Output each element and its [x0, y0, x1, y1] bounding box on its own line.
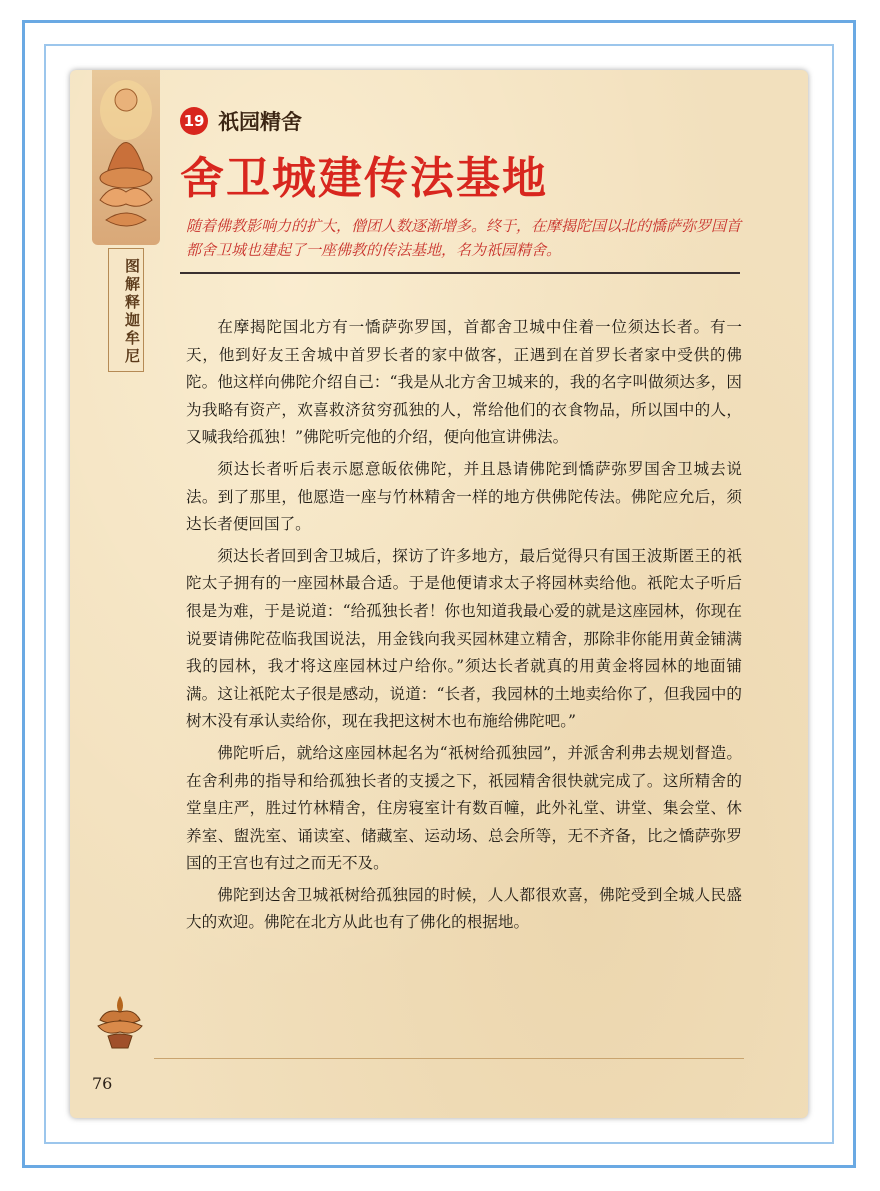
intro-text: 随着佛教影响力的扩大，僧团人数逐渐增多。终于，在摩揭陀国以北的憍萨弥罗国首都舍卫城也建起了一座佛教的传法基地，名为祇园精舍。: [186, 217, 742, 259]
chapter-number-badge: 19: [180, 107, 208, 135]
sidebar: [92, 70, 160, 366]
chapter-name: 祇园精舍: [218, 110, 302, 134]
page-title: 舍卫城建传法基地: [180, 153, 548, 204]
paragraph: 须达长者回到舍卫城后，探访了许多地方，最后觉得只有国王波斯匿王的祇陀太子拥有的一座园林最合适。于是他便请求太子将园林卖给他。祇陀太子听后很是为难，于是说道：“给孤独长者！你也知道我最心爱的就是这座园林，你现在说要请佛陀莅临我国说法，用金钱向我买园林建立精舍，那除非你能用黄金铺满我的园林，我才将这座园林过户给你。”须达长者就真的用黄金将园林的地面铺满。这让祇陀太子很是感动，说道：“长者，我园林的土地卖给你了，但我园中的树木没有承认卖给你，现在我把这树木也布施给佛陀吧。”: [186, 546, 742, 731]
vertical-book-title: 图解释迦牟尼: [108, 248, 144, 372]
page-number: 76: [92, 1074, 113, 1093]
paragraph: 佛陀听后，就给这座园林起名为“祇树给孤独园”，并派舍利弗去规划督造。在舍利弗的指导和给孤独长者的支援之下，祇园精舍很快就完成了。这所精舍的堂皇庄严，胜过竹林精舍，住房寝室计有数百幢，此外礼堂、讲堂、集会堂、休养室、盥洗室、诵读室、储藏室、运动场、总会所等，无不齐备，比之憍萨弥罗国的王宫也有过之而无不及。: [186, 743, 742, 873]
body-text: [186, 314, 742, 941]
lotus-ornament-icon: [90, 992, 150, 1052]
paragraph: 须达长者听后表示愿意皈依佛陀，并且恳请佛陀到憍萨弥罗国舍卫城去说法。到了那里，他愿造一座与竹林精舍一样的地方供佛陀传法。佛陀应允后，须达长者便回国了。: [186, 459, 742, 534]
paragraph: 在摩揭陀国北方有一憍萨弥罗国，首都舍卫城中住着一位须达长者。有一天，他到好友王舍城中首罗长者的家中做客，正遇到在首罗长者家中受供的佛陀。他这样向佛陀介绍自己：“我是从北方舍卫城来的，我的名字叫做须达多，因为我略有资产，欢喜救济贫穷孤独的人，常给他们的衣食物品，所以国中的人，又喊我给孤独！”佛陀听完他的介绍，便向他宣讲佛法。: [186, 318, 742, 447]
title-divider: [180, 272, 740, 274]
chapter-heading: [180, 106, 302, 136]
paragraph: 佛陀到达舍卫城祇树给孤独园的时候，人人都很欢喜，佛陀受到全城人民盛大的欢迎。佛陀在北方从此也有了佛化的根据地。: [186, 885, 742, 932]
footer-divider: [154, 1058, 744, 1059]
buddha-figure-icon: [92, 70, 160, 245]
